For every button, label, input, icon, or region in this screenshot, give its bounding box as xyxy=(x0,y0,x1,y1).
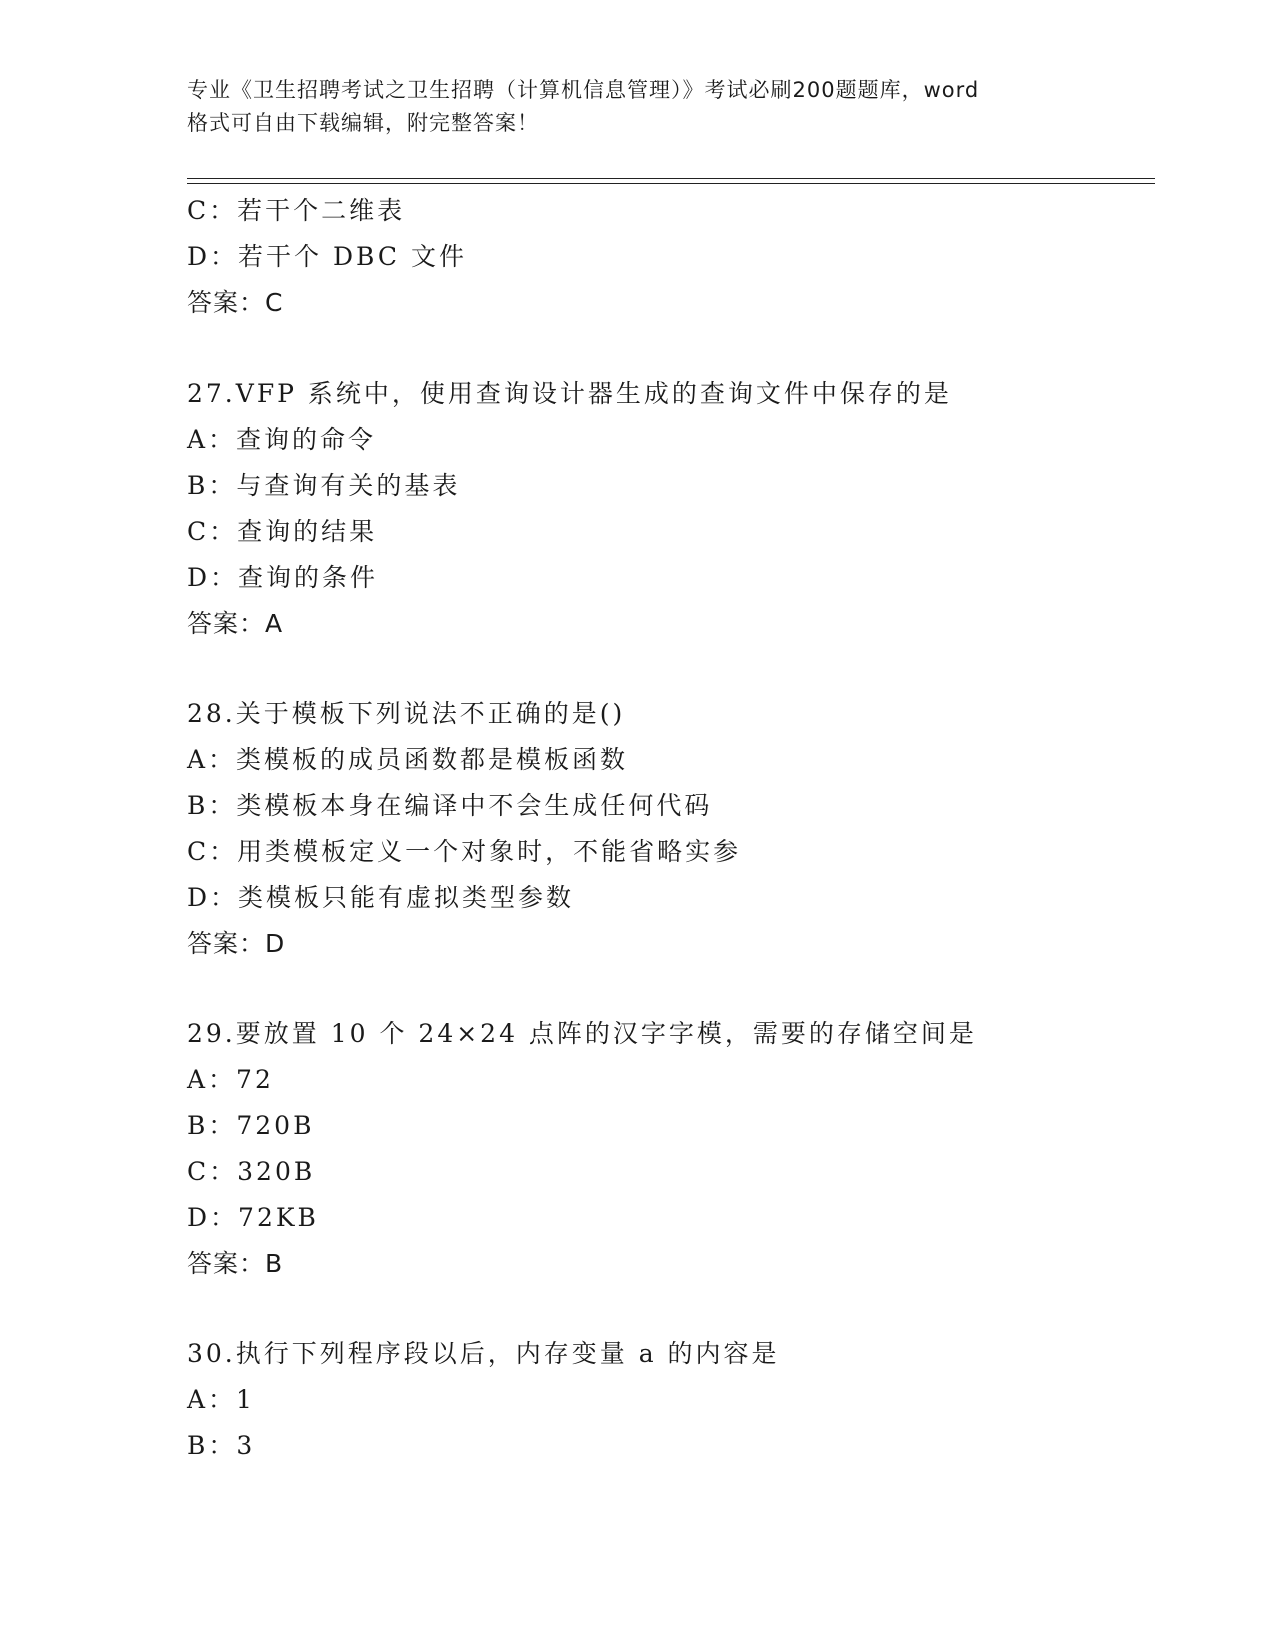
question-28 xyxy=(187,691,1155,967)
option-d: D：72KB xyxy=(187,1203,319,1232)
question-stem: 29.要放置 10 个 24×24 点阵的汉字字模，需要的存储空间是 xyxy=(187,1019,977,1048)
option-c: C：查询的结果 xyxy=(187,517,378,546)
option-c: C：320B xyxy=(187,1157,316,1186)
question-stem: 30.执行下列程序段以后，内存变量 a 的内容是 xyxy=(187,1339,780,1368)
answer-line: 答案：B xyxy=(187,1249,284,1278)
question-stem: 27.VFP 系统中，使用查询设计器生成的查询文件中保存的是 xyxy=(187,379,952,408)
question-partial xyxy=(187,188,1155,326)
header-divider-bottom xyxy=(187,183,1155,184)
document-header xyxy=(187,74,1087,140)
question-27 xyxy=(187,371,1155,647)
header-title-line-2: 格式可自由下载编辑，附完整答案！ xyxy=(187,111,539,135)
answer-line: 答案：D xyxy=(187,929,286,958)
question-29 xyxy=(187,1011,1155,1287)
question-30 xyxy=(187,1331,1155,1469)
option-c: C：用类模板定义一个对象时，不能省略实参 xyxy=(187,837,742,866)
question-list xyxy=(187,188,1155,1469)
option-b: B：3 xyxy=(187,1431,256,1460)
option-a: A：类模板的成员函数都是模板函数 xyxy=(187,745,629,774)
option-a: A：查询的命令 xyxy=(187,425,377,454)
header-title-line-1: 专业《卫生招聘考试之卫生招聘（计算机信息管理）》考试必刷200题题库，word xyxy=(187,78,980,102)
answer-line: 答案：C xyxy=(187,288,284,317)
option-d: D：若干个 DBC 文件 xyxy=(187,242,467,271)
answer-line: 答案：A xyxy=(187,609,284,638)
option-a: A：72 xyxy=(187,1065,274,1094)
option-b: B：720B xyxy=(187,1111,315,1140)
option-c: C：若干个二维表 xyxy=(187,196,406,225)
option-a: A：1 xyxy=(187,1385,255,1414)
option-d: D：查询的条件 xyxy=(187,563,379,592)
header-divider-top xyxy=(187,178,1155,179)
option-b: B：类模板本身在编译中不会生成任何代码 xyxy=(187,791,713,820)
option-b: B：与查询有关的基表 xyxy=(187,471,461,500)
option-d: D：类模板只能有虚拟类型参数 xyxy=(187,883,575,912)
question-stem: 28.关于模板下列说法不正确的是() xyxy=(187,699,626,728)
